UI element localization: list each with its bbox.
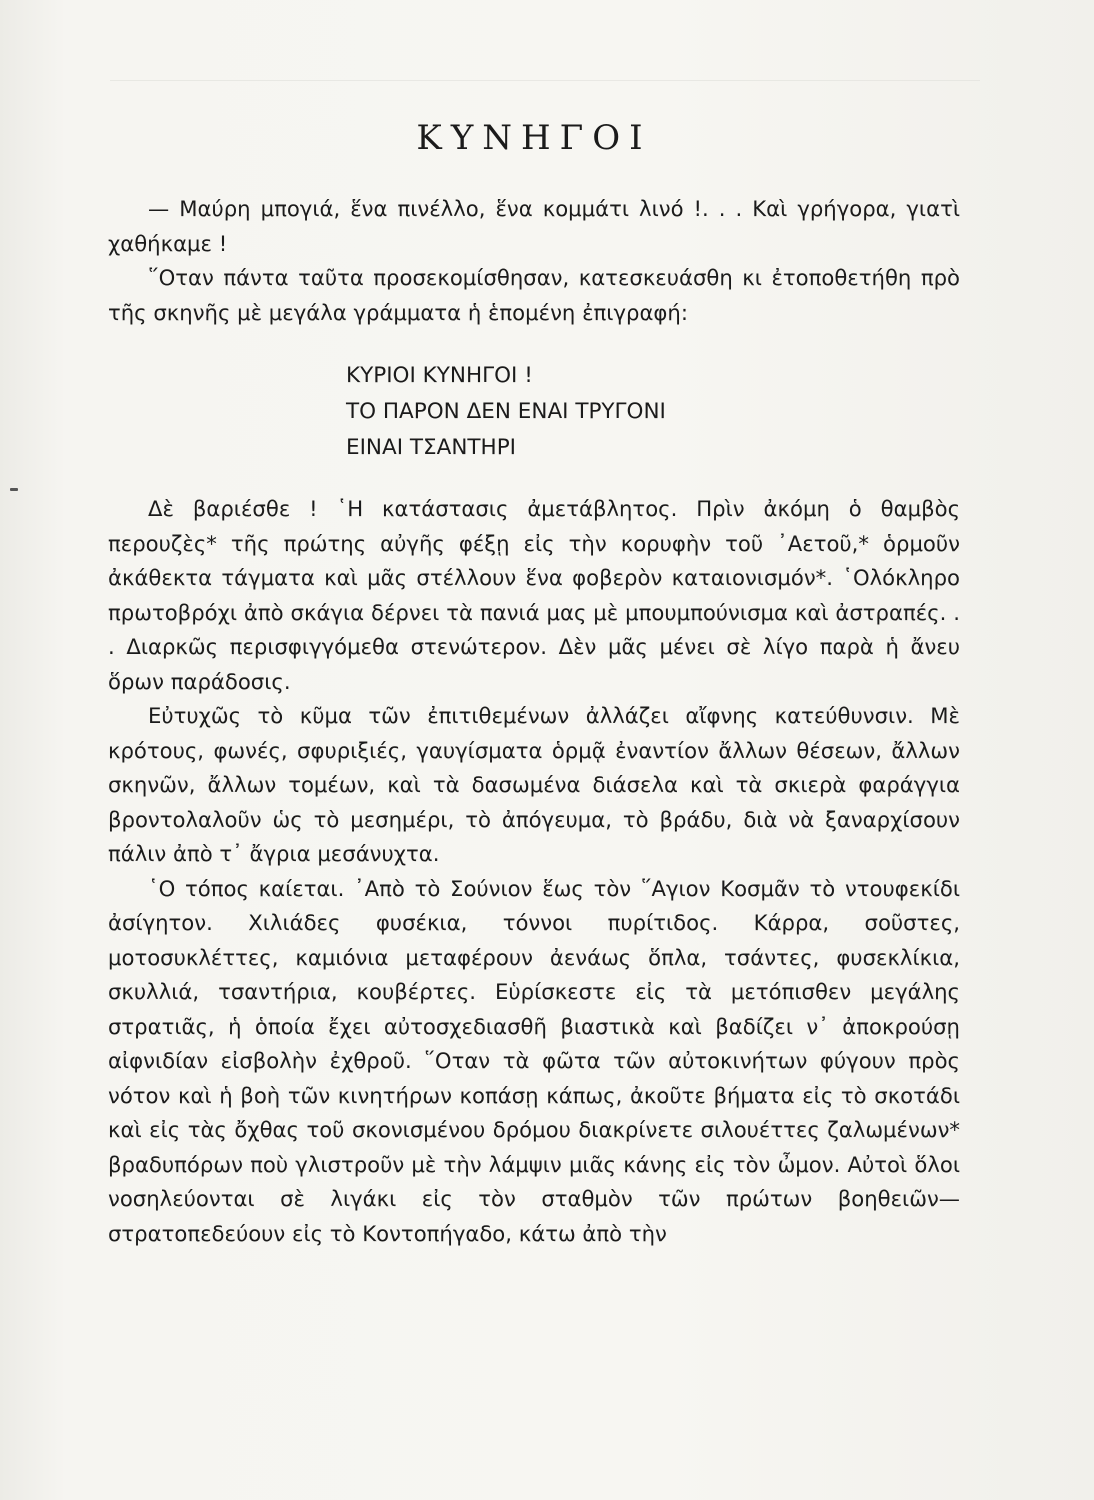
page-content — [108, 112, 960, 1251]
bleed-through-header-rule — [110, 58, 980, 81]
sign-line-3: ΕΙΝΑΙ ΤΣΑΝΤΗΡΙ — [346, 435, 517, 460]
sign-line-2: ΤΟ ΠΑΡΟΝ ΔΕΝ ΕΝΑΙ ΤΡΥΓΟΝΙ — [346, 399, 666, 424]
paragraph-situation: Δὲ βαριέσθε ! ῾Η κατάστασις ἀμετάβλητος. Πρὶν ἀκόμη ὁ θαμβὸς περουζὲς* τῆς πρώτης αὐγῆς φέξῃ εἰς τὴν κορυφὴν τοῦ ᾿Αετοῦ,* ὁρμοῦν ἀκάθεκτα τάγματα καὶ μᾶς στέλλουν ἕνα φοβερὸν καταιονισμόν*. ῾Ολόκληρο πρωτοβρόχι ἀπὸ σκάγια δέρνει τὰ πανιά μας μὲ μπουμπούνισμα καὶ ἀστραπές. . . Διαρκῶς περισφιγγόμεθα στενώτερον. Δὲν μᾶς μένει σὲ λίγο παρὰ ἡ ἄνευ ὅρων παράδοσις. — [108, 496, 960, 694]
sign-inscription — [346, 358, 960, 466]
paragraph-dialogue: — Μαύρη μπογιά, ἕνα πινέλλο, ἕνα κομμάτι λινό !. . . Καὶ γρήγορα, γιατὶ χαθήκαμε ! — [108, 196, 960, 256]
sign-line-1: ΚΥΡΙΟΙ ΚΥΝΗΓΟΙ ! — [346, 363, 533, 388]
paragraph-place-burns: ῾Ο τόπος καίεται. ᾿Απὸ τὸ Σούνιον ἕως τὸν ῞Αγιον Κοσμᾶν τὸ ντουφεκίδι ἀσίγητον. Χιλιάδες φυσέκια, τόννοι πυρίτιδος. Κάρρα, σοῦστες, μοτοσυκλέττες, καμιόνια μεταφέρουν ἀενάως ὅπλα, τσάντες, φυσεκλίκια, σκυλλιά, τσαντήρια, κουβέρτες. Εὑρίσκεστε εἰς τὰ μετόπισθεν μεγάλης στρατιᾶς, ἡ ὁποία ἔχει αὐτοσχεδιασθῆ βιαστικὰ καὶ βαδίζει ν᾿ ἀποκρούσῃ αἰφνιδίαν εἰσβολὴν ἐχθροῦ. ῞Οταν τὰ φῶτα τῶν αὐτοκινήτων φύγουν πρὸς νότον καὶ ἡ βοὴ τῶν κινητήρων κοπάσῃ κάπως, ἀκοῦτε βήματα εἰς τὸ σκοτάδι καὶ εἰς τὰς ὄχθας τοῦ σκονισμένου δρόμου διακρίνετε σιλουέττες ζαλωμένων* βραδυπόρων ποὺ γλιστροῦν μὲ τὴν λάμψιν μιᾶς κάνης εἰς τὸν ὦμον. Αὐτοὶ ὅλοι νοσηλεύονται σὲ λιγάκι εἰς τὸν σταθμὸν τῶν πρώτων βοηθειῶν—στρατοπεδεύουν εἰς τὸ Κοντοπήγαδο, κάτω ἀπὸ τὴν — [108, 875, 960, 1246]
paragraph-sign-intro: ῞Οταν πάντα ταῦτα προσεκομίσθησαν, κατεσκευάσθη κι ἐτοποθετήθη πρὸ τῆς σκηνῆς μὲ μεγάλα γράμματα ἡ ἑπομένη ἐπιγραφή: — [108, 265, 960, 325]
chapter-title: ΚΥΝΗΓΟΙ — [416, 118, 652, 158]
paragraph-attack-shift: Εὐτυχῶς τὸ κῦμα τῶν ἐπιτιθεμένων ἀλλάζει αἴφνης κατεύθυνσιν. Μὲ κρότους, φωνές, σφυριξιές, γαυγίσματα ὁρμᾷ ἐναντίον ἄλλων θέσεων, ἄλλων σκηνῶν, ἄλλων τομέων, καὶ τὰ δασωμένα διάσελα καὶ τὰ σκιερὰ φαράγγια βροντολαλοῦν ὡς τὸ μεσημέρι, τὸ ἀπόγευμα, τὸ βράδυ, διὰ νὰ ξαναρχίσουν πάλιν ἀπὸ τ᾿ ἄγρια μεσάνυχτα. — [108, 703, 960, 866]
margin-mark — [10, 488, 18, 491]
